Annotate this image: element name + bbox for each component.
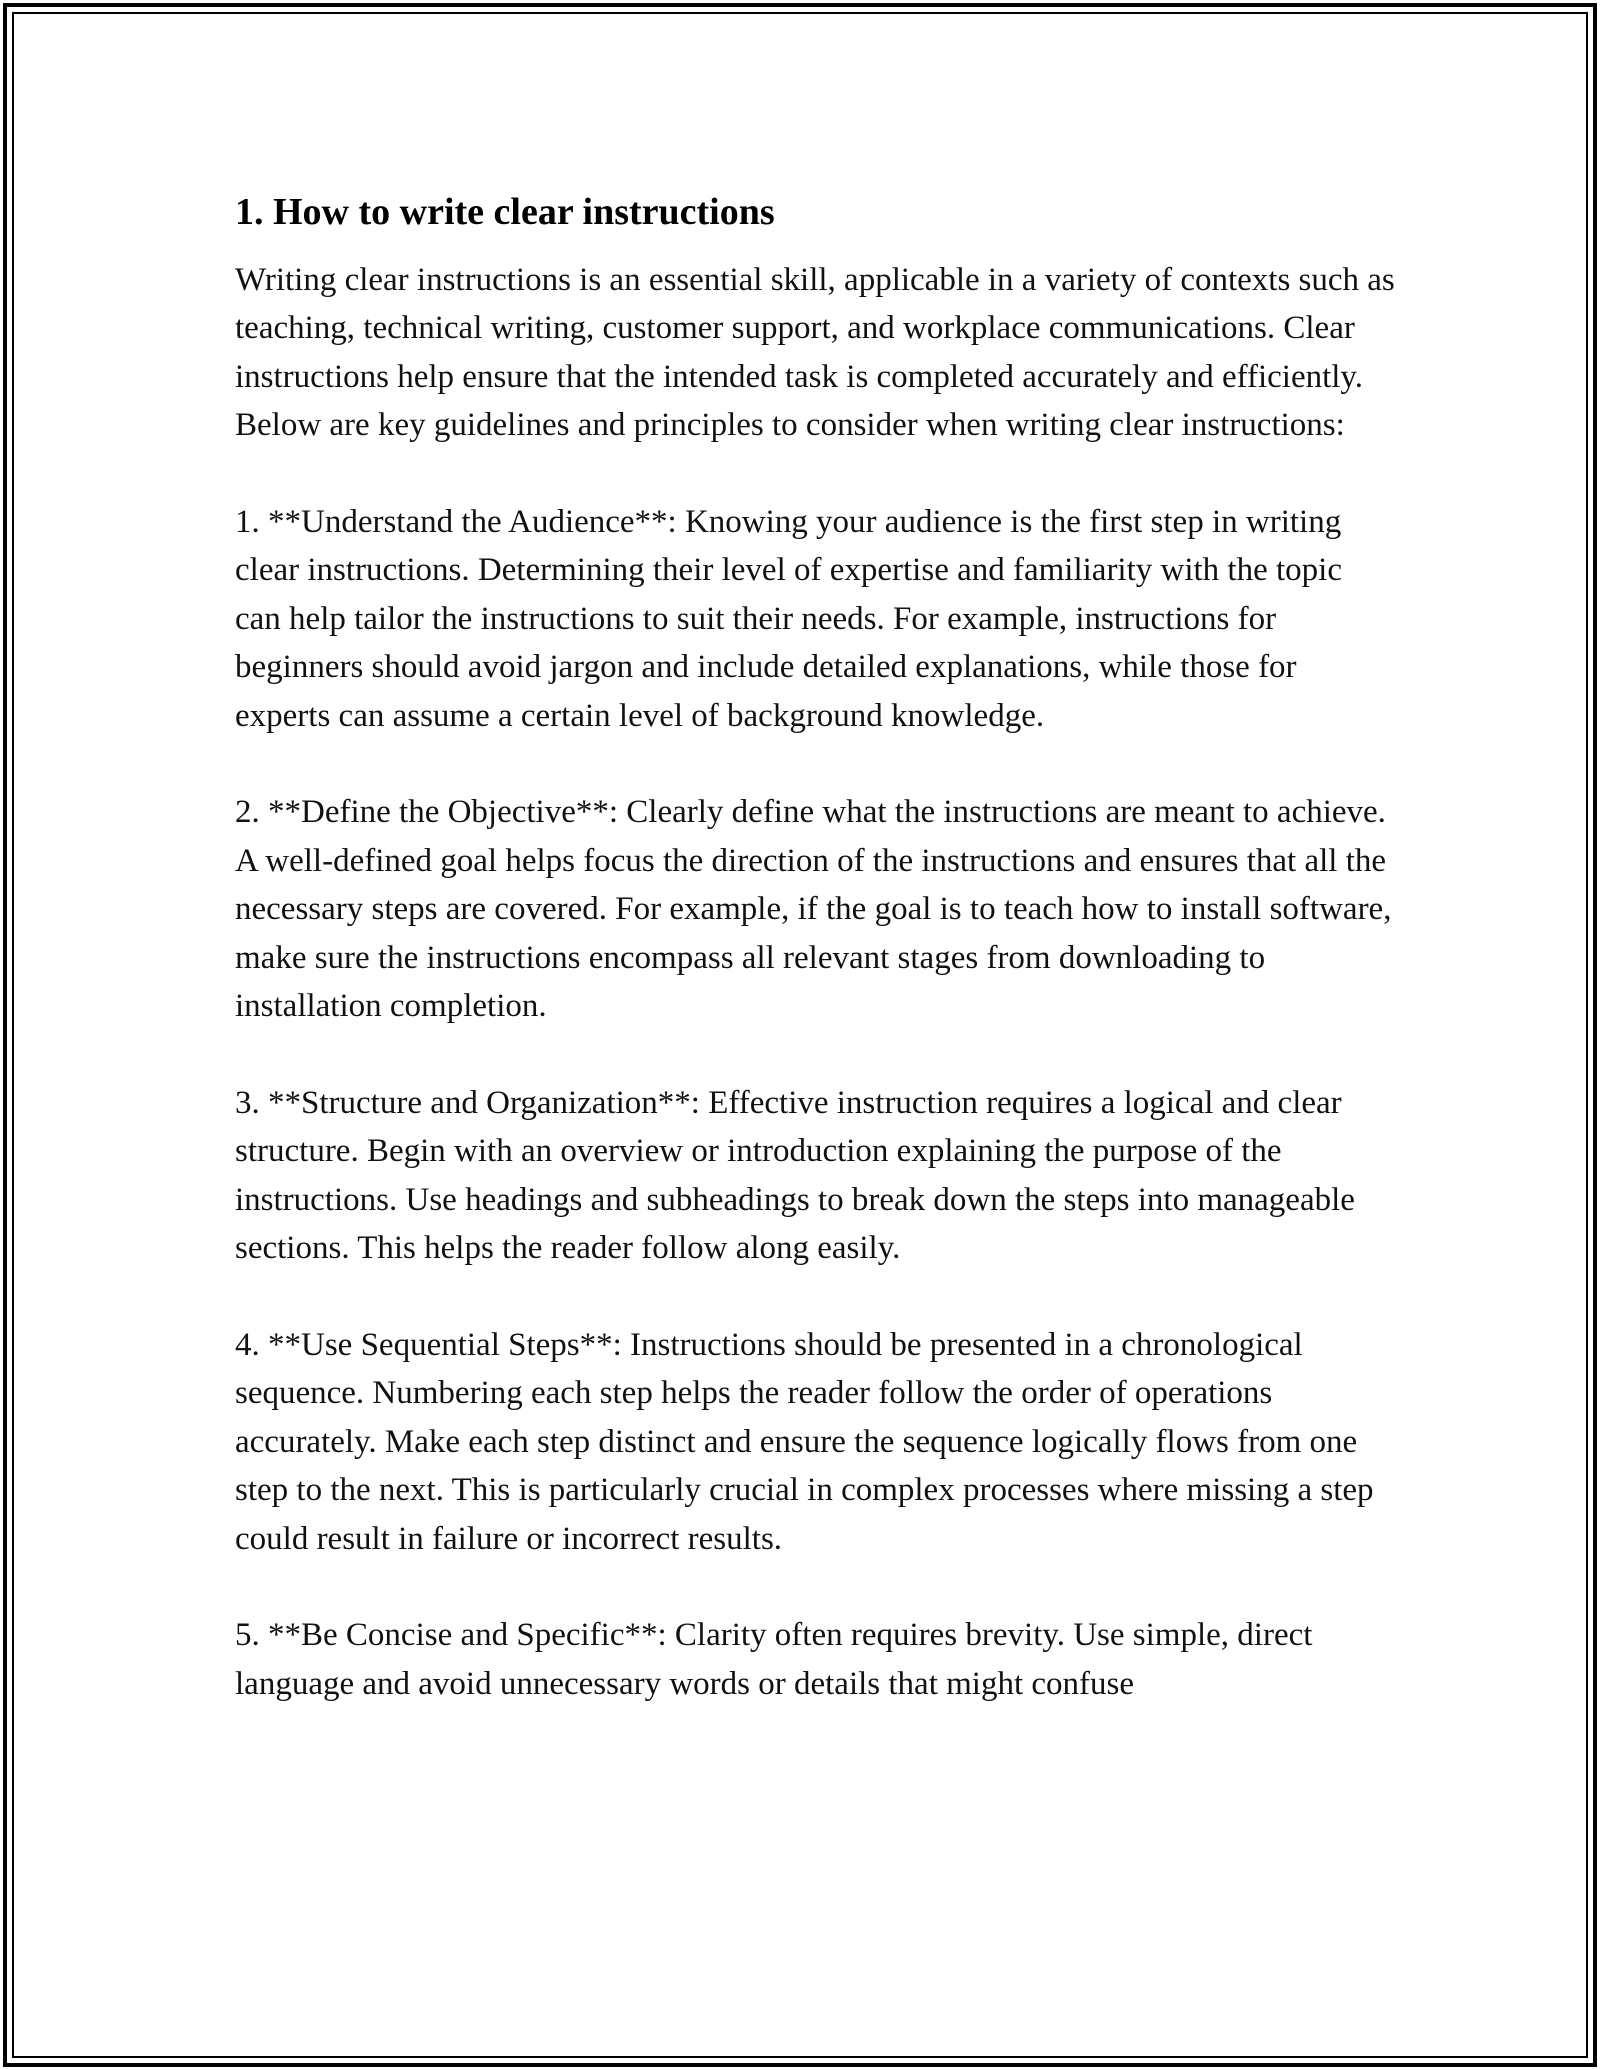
paragraph-understand-audience: 1. **Understand the Audience**: Knowing your audience is the first step in writing clear instructions. Determining their level of expertise and familiarity with the topic can help tailor the instructions to suit their needs. For example, instructions for beginners should avoid jargon and include detailed explanations, while those for experts can assume a certain level of background knowledge.: [235, 504, 1342, 734]
paragraph-define-objective: 2. **Define the Objective**: Clearly define what the instructions are meant to achieve. A well-defined goal helps focus the direction of the instructions and ensures that all the necessary steps are covered. For example, if the goal is to teach how to install software, make sure the instructions encompass all relevant stages from downloading to installation completion.: [235, 794, 1392, 1025]
paragraph-structure-organization: 3. **Structure and Organization**: Effective instruction requires a logical and clear structure. Begin with an overview or introduction explaining the purpose of the instructions. Use headings and subheadings to break down the steps into manageable sections. This helps the reader follow along easily.: [235, 1084, 1355, 1267]
document-body: [235, 186, 1395, 1757]
paragraph-concise-specific: 5. **Be Concise and Specific**: Clarity often requires brevity. Use simple, direct language and avoid unnecessary words or details that might confuse: [235, 1617, 1313, 1702]
document-title: 1. How to write clear instructions: [235, 191, 775, 233]
paragraph-sequential-steps: 4. **Use Sequential Steps**: Instructions should be presented in a chronological sequence. Numbering each step helps the reader follow the order of operations accurately. Make each step distinct and ensure the sequence logically flows from one step to the next. This is particularly crucial in complex processes where missing a step could result in failure or incorrect results.: [235, 1326, 1374, 1557]
paragraph-intro: Writing clear instructions is an essential skill, applicable in a variety of contexts such as teaching, technical writing, customer support, and workplace communications. Clear instructions help ensure that the intended task is completed accurately and efficiently. Below are key guidelines and principles to consider when writing clear instructions:: [235, 262, 1395, 444]
